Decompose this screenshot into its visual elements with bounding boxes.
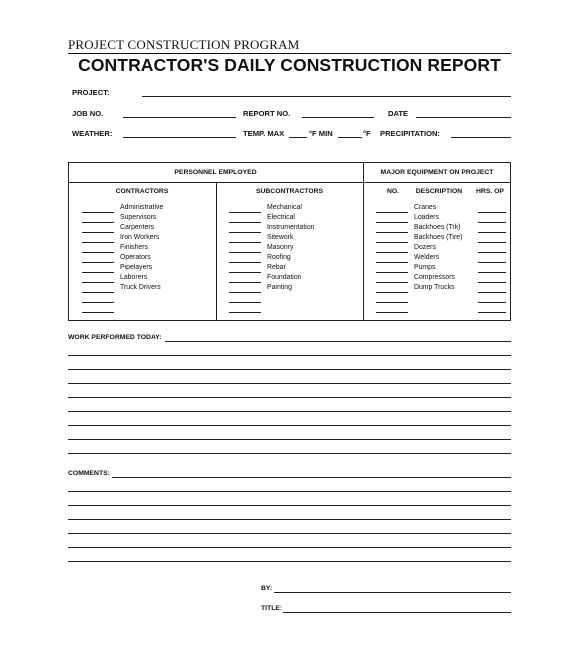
count-blank[interactable] — [376, 292, 408, 293]
hours-blank[interactable] — [478, 222, 506, 223]
work-line[interactable] — [68, 411, 511, 412]
count-blank[interactable] — [376, 272, 408, 273]
report-no-field[interactable] — [302, 117, 374, 118]
hours-blank[interactable] — [478, 272, 506, 273]
by-field[interactable] — [274, 592, 511, 593]
report-no-label: REPORT NO. — [243, 109, 291, 118]
hours-blank[interactable] — [478, 282, 506, 283]
temp-min-label: °F MIN — [309, 129, 333, 138]
trade-label: Rebar — [267, 264, 286, 271]
count-blank[interactable] — [376, 262, 408, 263]
count-blank[interactable] — [376, 302, 408, 303]
date-label: DATE — [388, 109, 409, 118]
job-no-field[interactable] — [123, 117, 236, 118]
trade-label: Truck Drivers — [120, 284, 161, 291]
hours-blank[interactable] — [478, 302, 506, 303]
program-name: PROJECT CONSTRUCTION PROGRAM — [68, 37, 300, 52]
project-label: PROJECT: — [72, 88, 110, 97]
count-blank[interactable] — [229, 252, 261, 253]
trade-label: Finishers — [120, 244, 148, 251]
comments-label: COMMENTS: — [68, 470, 110, 477]
count-blank[interactable] — [229, 212, 261, 213]
count-blank[interactable] — [376, 212, 408, 213]
title-field[interactable] — [283, 612, 511, 613]
count-blank[interactable] — [82, 302, 114, 303]
count-blank[interactable] — [229, 292, 261, 293]
count-blank[interactable] — [82, 312, 114, 313]
equipment-label: Cranes — [414, 204, 437, 211]
comments-line[interactable] — [68, 547, 511, 548]
equipment-label: Pumps — [414, 264, 436, 271]
work-line[interactable] — [68, 397, 511, 398]
trade-label: Carpenters — [120, 224, 155, 231]
work-line[interactable] — [165, 341, 511, 342]
work-line[interactable] — [68, 355, 511, 356]
count-blank[interactable] — [229, 302, 261, 303]
count-blank[interactable] — [82, 232, 114, 233]
hours-blank[interactable] — [478, 212, 506, 213]
hours-blank[interactable] — [478, 292, 506, 293]
hours-blank[interactable] — [478, 232, 506, 233]
equipment-label: Backhoes (Trk) — [414, 224, 461, 231]
trade-label: Foundation — [267, 274, 302, 281]
comments-line[interactable] — [112, 477, 511, 478]
temp-max-field[interactable] — [289, 137, 307, 138]
date-field[interactable] — [416, 117, 511, 118]
subcontractors-header: SUBCONTRACTORS — [255, 188, 324, 195]
work-line[interactable] — [68, 453, 511, 454]
temp-max-label: TEMP. MAX — [243, 129, 285, 138]
temp-min-field[interactable] — [338, 137, 362, 138]
count-blank[interactable] — [82, 262, 114, 263]
equipment-header: MAJOR EQUIPMENT ON PROJECT — [380, 169, 494, 176]
trade-label: Roofing — [267, 254, 291, 261]
personnel-header: PERSONNEL EMPLOYED — [174, 169, 257, 176]
trade-label: Mechanical — [267, 204, 302, 211]
comments-line[interactable] — [68, 505, 511, 506]
equipment-label: Welders — [414, 254, 440, 261]
weather-label: WEATHER: — [72, 129, 113, 138]
equipment-label: Dump Trucks — [414, 284, 455, 291]
precipitation-label: PRECIPITATION: — [380, 129, 441, 138]
trade-label: Masonry — [267, 244, 294, 251]
table-divider-subcontractors — [216, 182, 217, 321]
by-label: BY: — [261, 585, 273, 592]
equipment-description-header: DESCRIPTION — [415, 188, 463, 195]
hours-blank[interactable] — [478, 252, 506, 253]
header-rule — [68, 53, 511, 54]
fahrenheit-label: °F — [363, 129, 371, 138]
work-line[interactable] — [68, 383, 511, 384]
count-blank[interactable] — [82, 242, 114, 243]
title-label: TITLE: — [261, 605, 283, 612]
trade-label: Painting — [267, 284, 292, 291]
count-blank[interactable] — [229, 222, 261, 223]
comments-line[interactable] — [68, 519, 511, 520]
count-blank[interactable] — [82, 222, 114, 223]
report-title: CONTRACTOR'S DAILY CONSTRUCTION REPORT — [78, 55, 501, 75]
trade-label: Administrative — [120, 204, 164, 211]
count-blank[interactable] — [376, 312, 408, 313]
count-blank[interactable] — [82, 282, 114, 283]
trade-label: Iron Workers — [120, 234, 160, 241]
count-blank[interactable] — [376, 232, 408, 233]
work-line[interactable] — [68, 425, 511, 426]
count-blank[interactable] — [82, 252, 114, 253]
count-blank[interactable] — [376, 282, 408, 283]
count-blank[interactable] — [82, 272, 114, 273]
weather-field[interactable] — [123, 137, 236, 138]
count-blank[interactable] — [229, 282, 261, 283]
work-line[interactable] — [68, 369, 511, 370]
table-divider-equipment — [363, 162, 364, 321]
count-blank[interactable] — [376, 242, 408, 243]
hours-blank[interactable] — [478, 312, 506, 313]
work-performed-label: WORK PERFORMED TODAY: — [68, 334, 162, 341]
trade-label: Instrumentation — [267, 224, 315, 231]
project-field[interactable] — [142, 96, 511, 97]
count-blank[interactable] — [229, 312, 261, 313]
count-blank[interactable] — [82, 212, 114, 213]
equipment-label: Backhoes (Tire) — [414, 234, 463, 241]
table-header-divider — [68, 182, 511, 183]
count-blank[interactable] — [229, 242, 261, 243]
count-blank[interactable] — [229, 232, 261, 233]
count-blank[interactable] — [229, 262, 261, 263]
comments-line[interactable] — [68, 491, 511, 492]
trade-label: Sitework — [267, 234, 294, 241]
contractors-header: CONTRACTORS — [115, 188, 169, 195]
job-no-label: JOB NO. — [72, 109, 104, 118]
equipment-label: Compressors — [414, 274, 455, 281]
trade-label: Operators — [120, 254, 151, 261]
work-line[interactable] — [68, 439, 511, 440]
equipment-no-header: NO. — [386, 188, 400, 195]
equipment-hours-header: HRS. OP — [476, 188, 504, 195]
trade-label: Laborers — [120, 274, 148, 281]
equipment-label: Dozers — [414, 244, 436, 251]
comments-line[interactable] — [68, 561, 511, 562]
hours-blank[interactable] — [478, 262, 506, 263]
count-blank[interactable] — [229, 272, 261, 273]
comments-line[interactable] — [68, 533, 511, 534]
trade-label: Electrical — [267, 214, 295, 221]
count-blank[interactable] — [376, 252, 408, 253]
equipment-label: Loaders — [414, 214, 439, 221]
trade-label: Pipelayers — [120, 264, 153, 271]
count-blank[interactable] — [376, 222, 408, 223]
precipitation-field[interactable] — [451, 137, 511, 138]
count-blank[interactable] — [82, 292, 114, 293]
hours-blank[interactable] — [478, 242, 506, 243]
trade-label: Supervisors — [120, 214, 157, 221]
